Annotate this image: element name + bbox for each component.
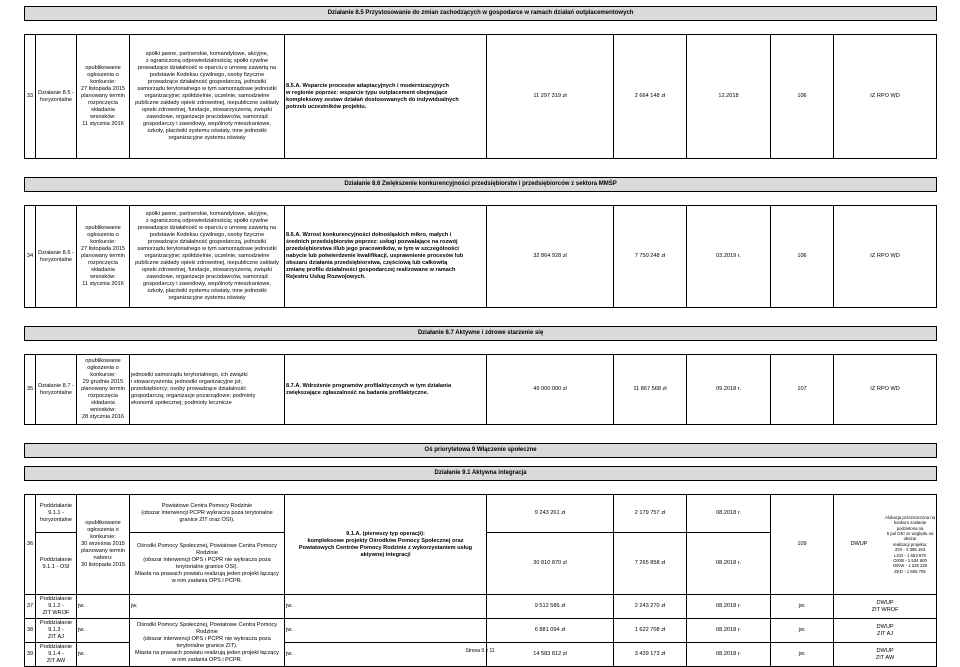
section-header-priority-9	[25, 444, 937, 458]
code-cell: 107	[771, 355, 834, 425]
beneficiaries-cell: Powiatowe Centra Pomocy Rodzinie (obszar interwencji PCPR wykracza poza terytorialne granice ZIT oraz OSI).	[130, 495, 285, 533]
contribution-cell: 7 265 858 zł	[614, 533, 687, 595]
row-number: 33	[25, 35, 36, 159]
contribution-cell: 2 664 148 zł	[614, 35, 687, 159]
page-footer: Strona 9 z 11	[465, 648, 495, 654]
row-number: 36	[25, 495, 36, 595]
section-title: Działanie 9.1 Aktywna integracja	[25, 467, 937, 481]
code-cell: jw.	[771, 595, 834, 619]
date-cell: 08.2018 r.	[687, 495, 771, 533]
allocation-note: Alokacja przeznaczona na konkurs zostanie podzielona na 5 pul OSI ze względu na obszar realizacji projektu: ZOI - 3 395 153 LGO - 1 653 870 OIOB - 1 534 600 OIKW - 1 226 220 ZKD - 1 655 705	[884, 514, 936, 574]
institution-cell: IZ RPO WD	[834, 355, 937, 425]
section-header-8-5	[25, 7, 937, 21]
beneficiaries-cell: jednostki samorządu terytorialnego, ich związki i stowarzyszenia; jednostki organizacyjne jst; przedsiębiorcy; osoby prowadzące działalność gospodarczą; organizacje pozarządowe; podmioty ekonomii społecznej; podmioty lecznicze	[130, 355, 285, 425]
timing-cell: jw.	[77, 619, 130, 643]
table-row	[25, 495, 937, 533]
beneficiaries-cell: spółki jawne, partnerskie, komandytowe, akcyjne, z ograniczoną odpowiedzialnością; spółki cywilne prowadzące działalność w oparciu o umowę zawartą na podstawie Kodeksu cywilnego, osoby fizyczne prowadzące działalność gospodarczą, jednostki samorządu terytorialnego w tym samorządowe jednostki organizacyjne; spółdzielnie, uczelnie, samodzielne publiczne zakłady opieki zdrowotnej, niepubliczne zakłady opieki zdrowotnej, fundacje, stowarzyszenia, związki zawodowe, organizacje pracodawców, samorząd gospodarczy i zawodowy, wspólnoty mieszkaniowe, szkoły, placówki systemu oświaty, inne jednostki organizacyjne systemu oświaty	[130, 206, 285, 308]
table-row	[25, 595, 937, 619]
table-row	[25, 355, 937, 425]
section-title: Oś priorytetowa 9 Włączenie społeczne	[25, 444, 937, 458]
table-row	[25, 35, 937, 159]
contribution-cell: 2 179 757 zł	[614, 495, 687, 533]
project-type-cell: 9.1.A. (pierwszy typ operacji): kompleksowe projekty Ośrodków Pomocy Społecznej oraz Powiatowych Centrów Pomocy Rodzinie z wykorzystaniem usług aktywnej integracji	[285, 495, 487, 595]
project-type-cell: 8.6.A. Wzrost konkurencyjności dolnośląskich mikro, małych i średnich przedsiębiorstw poprzez: usługi pozwalające na rozwój przedsiębiorstwa i/lub jego pracowników, w tym w szczególności nabycie lub potwierdzenie kwalifikacji, usprawnienie procesów lub obszaru działania przedsiębiorstwa, częściową lub całkowitą zmianę profilu działalności gospodarczej realizowane w ramach Rejestru Usług Rozwojowych.	[285, 206, 487, 308]
institution-cell: DWUP ZIT AW	[834, 643, 937, 667]
row-number: 37	[25, 595, 36, 619]
allocation-cell: 9 512 586 zł	[487, 595, 614, 619]
measure-cell: Poddziałanie 9.1.1 - OSI	[36, 533, 77, 595]
institution-cell: DWUP ZIT AJ	[834, 619, 937, 643]
allocation-cell: 32 864 928 zł	[487, 206, 614, 308]
contribution-cell: 2 243 270 zł	[614, 595, 687, 619]
institution-cell: DWUP ZIT WROF	[834, 595, 937, 619]
date-cell: 12.2018	[687, 35, 771, 159]
allocation-cell: 30 810 870 zł	[487, 533, 614, 595]
timing-cell: opublikowanie ogłoszenia o konkursie: 30 września 2015 planowany termin naboru: 30 listopada 2015	[77, 495, 130, 595]
code-cell: jw.	[771, 643, 834, 667]
document-page	[24, 6, 936, 667]
code-cell: 109	[771, 495, 834, 595]
section-title: Działanie 8.7 Aktywne i zdrowe starzenie się	[25, 327, 937, 341]
table-row	[25, 619, 937, 643]
date-cell: 08.2018 r.	[687, 595, 771, 619]
project-type-cell: jw.	[285, 595, 487, 619]
section-title: Działanie 8.6 Zwiększenie konkurencyjności przedsiębiorstw i przedsiębiorców z sektora MMŚP	[25, 178, 937, 192]
date-cell: 08.2018 r.	[687, 643, 771, 667]
allocation-cell: 9 243 261 zł	[487, 495, 614, 533]
section-title: Działanie 8.5 Przystosowanie do zmian zachodzących w gospodarce w ramach działań outplacementowych	[25, 7, 937, 21]
section-header-8-6	[25, 178, 937, 192]
timing-cell: opublikowanie ogłoszenia o konkursie: 27 listopada 2015 planowany termin rozpoczęcia składania wniosków: 11 stycznia 2016	[77, 35, 130, 159]
allocation-cell: 11 297 319 zł	[487, 35, 614, 159]
timing-cell: opublikowanie ogłoszenia o konkursie: 27 listopada 2015 planowany termin rozpoczęcia składania wniosków: 11 stycznia 2016	[77, 206, 130, 308]
table-row	[25, 206, 937, 308]
measure-cell: Działanie 8.6 - horyzontalne	[36, 206, 77, 308]
project-type-cell: jw.	[285, 619, 487, 643]
row-number: 38	[25, 619, 36, 643]
row-number: 34	[25, 206, 36, 308]
date-cell: 03.2019 r.	[687, 206, 771, 308]
allocation-cell: 49 000 000 zł	[487, 355, 614, 425]
institution-name: DWUP	[850, 541, 868, 547]
beneficiaries-cell: jw.	[130, 595, 285, 619]
allocation-cell: 14 583 812 zł	[487, 643, 614, 667]
measure-cell: Poddziałanie 9.1.3 - ZIT AJ	[36, 619, 77, 643]
institution-cell: IZ RPO WD	[834, 35, 937, 159]
row-number: 35	[25, 355, 36, 425]
beneficiaries-cell: Ośrodki Pomocy Społecznej, Powiatowe Centra Pomocy Rodzinie (obszar interwencji OPS i PCPR nie wykracza poza terytorialne granice ZIT). Miasta na prawach powiatu realizują jeden projekt łączący w nim zadania OPS i PCPR.	[130, 619, 285, 667]
measure-cell: Poddziałanie 9.1.2 - ZIT WROF	[36, 595, 77, 619]
code-cell: 106	[771, 206, 834, 308]
project-type-cell: 8.5.A. Wsparcie procesów adaptacyjnych i modernizacyjnych w regionie poprzez: wsparcie typu outplacement obejmujące kompleksowy zestaw działań dostosowanych do indywidualnych potrzeb uczestników projektu.	[285, 35, 487, 159]
contribution-cell: 3 439 173 zł	[614, 643, 687, 667]
row-number: 39	[25, 643, 36, 667]
beneficiaries-cell: spółki jawne, partnerskie, komandytowe, akcyjne, z ograniczoną odpowiedzialnością; spółki cywilne prowadzące działalność w oparciu o umowę zawartą na podstawie Kodeksu cywilnego, osoby fizyczne prowadzące działalność gospodarczą, jednostki samorządu terytorialnego w tym samorządowe jednostki organizacyjne; spółdzielnie, uczelnie, samodzielne publiczne zakłady opieki zdrowotnej, niepubliczne zakłady opieki zdrowotnej, fundacje, stowarzyszenia, związki zawodowe, organizacje pracodawców, samorząd gospodarczy i zawodowy, wspólnoty mieszkaniowe, szkoły, placówki systemu oświaty, inne jednostki organizacyjne systemu oświaty	[130, 35, 285, 159]
date-cell: 08.2018 r.	[687, 619, 771, 643]
institution-cell	[834, 495, 937, 595]
section-header-9-1	[25, 467, 937, 481]
measure-cell: Poddziałanie 9.1.1 - horyzontalne	[36, 495, 77, 533]
code-cell: jw.	[771, 619, 834, 643]
date-cell: 09.2018 r.	[687, 355, 771, 425]
code-cell: 106	[771, 35, 834, 159]
date-cell: 08.2018 r.	[687, 533, 771, 595]
project-type-cell: 8.7.A. Wdrożenie programów profilaktycznych w tym działania zwiększające zgłaszalność na badania profilaktyczne.	[285, 355, 487, 425]
measure-cell: Działanie 8.5 - horyzontalne	[36, 35, 77, 159]
contribution-cell: 7 750 248 zł	[614, 206, 687, 308]
measure-cell: Działanie 8.7 - horyzontalne	[36, 355, 77, 425]
timing-cell: opublikowanie ogłoszenia o konkursie: 29 grudnia 2015 planowany termin rozpoczęcia składania wniosków: 28 stycznia 2016	[77, 355, 130, 425]
section-header-8-7	[25, 327, 937, 341]
project-type-cell: jw.	[285, 643, 487, 667]
measure-cell: Poddziałanie 9.1.4 - ZIT AW	[36, 643, 77, 667]
allocation-cell: 6 881 094 zł	[487, 619, 614, 643]
beneficiaries-cell: Ośrodki Pomocy Społecznej, Powiatowe Centra Pomocy Rodzinie (obszar interwencji OPS i PCPR nie wykracza poza terytorialne granice OSI). Miasta na prawach powiatu realizują jeden projekt łączący w nim zadania OPS i PCPR.	[130, 533, 285, 595]
call-schedule-table	[24, 6, 937, 667]
institution-cell: IZ RPO WD	[834, 206, 937, 308]
timing-cell: jw.	[77, 595, 130, 619]
contribution-cell: 11 867 568 zł	[614, 355, 687, 425]
timing-cell: jw.	[77, 643, 130, 667]
contribution-cell: 1 622 708 zł	[614, 619, 687, 643]
